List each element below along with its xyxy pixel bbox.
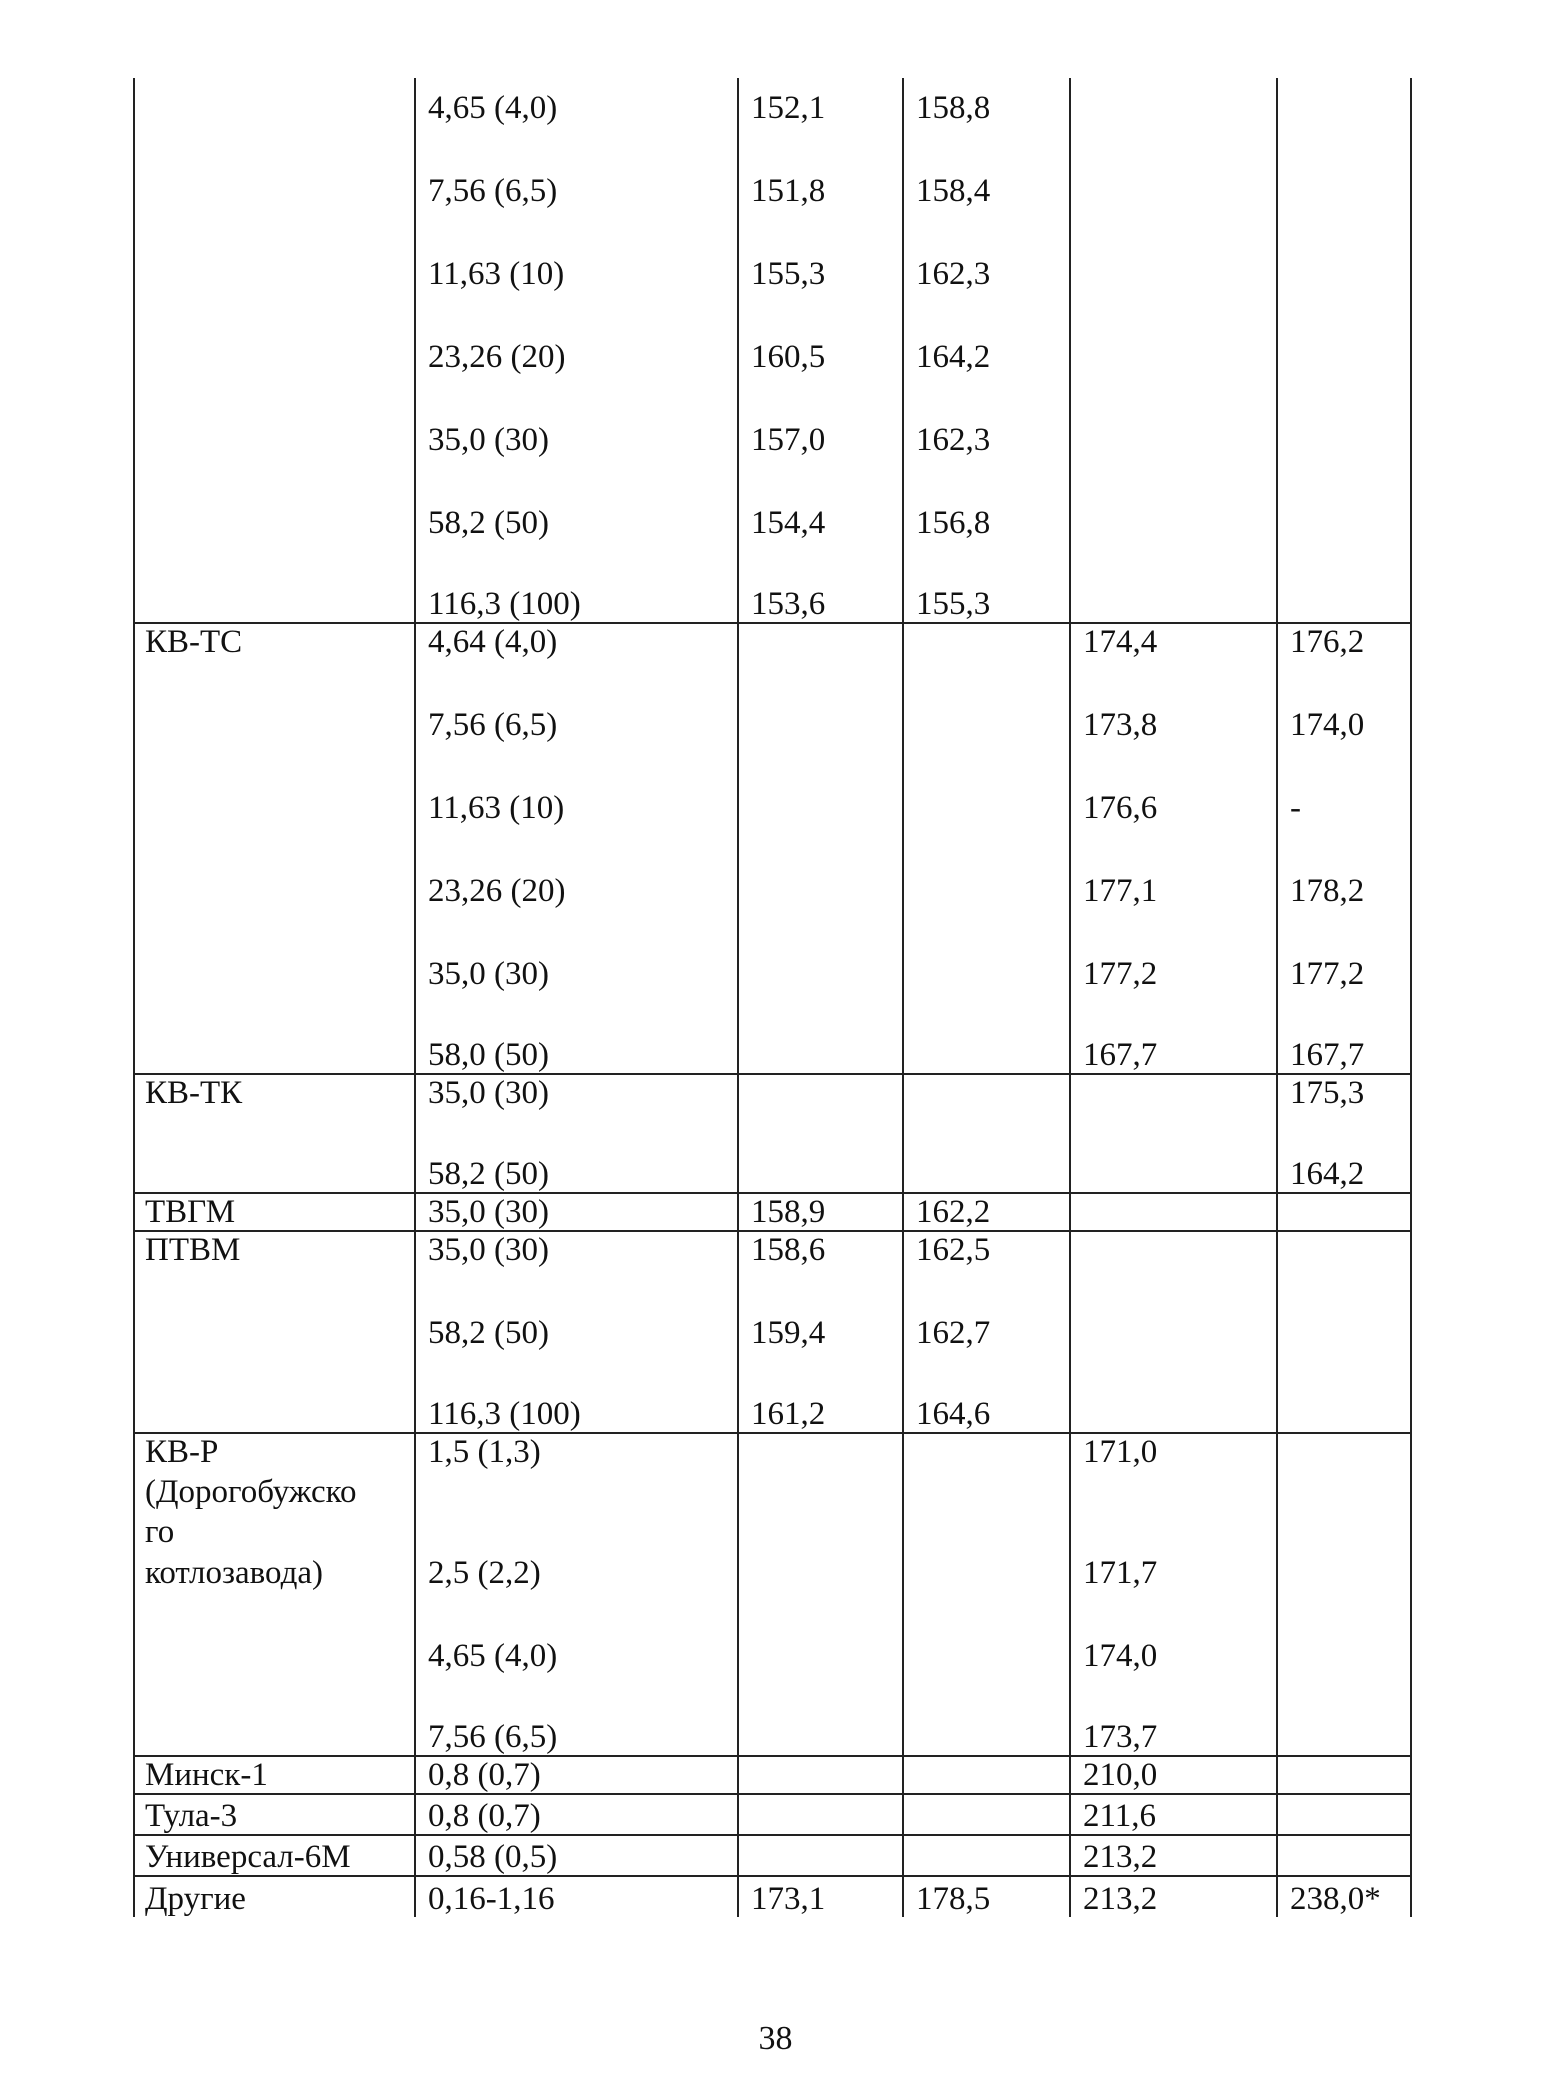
data-table bbox=[133, 78, 1412, 1917]
value-col6-cell bbox=[1277, 1351, 1411, 1433]
boiler-type-cell bbox=[134, 292, 415, 375]
value-col6-cell bbox=[1277, 1794, 1411, 1835]
table-row bbox=[134, 1111, 1411, 1193]
value-col3-cell bbox=[738, 1794, 903, 1835]
value-col3-cell: 155,3 bbox=[738, 209, 903, 292]
table-row bbox=[134, 1876, 1411, 1917]
table-row bbox=[134, 1268, 1411, 1351]
capacity-cell: 0,8 (0,7) bbox=[415, 1756, 738, 1794]
value-col5-cell bbox=[1070, 1351, 1277, 1433]
table-row bbox=[134, 826, 1411, 909]
value-col3-cell bbox=[738, 1591, 903, 1674]
value-col4-cell: 162,2 bbox=[903, 1193, 1070, 1231]
value-col4-cell: 162,3 bbox=[903, 209, 1070, 292]
table-row bbox=[134, 1470, 1411, 1510]
value-col3-cell bbox=[738, 826, 903, 909]
capacity-cell: 11,63 (10) bbox=[415, 209, 738, 292]
table-row bbox=[134, 1674, 1411, 1756]
table-row bbox=[134, 541, 1411, 623]
value-col3-cell bbox=[738, 1510, 903, 1550]
capacity-cell: 35,0 (30) bbox=[415, 1074, 738, 1111]
value-col3-cell bbox=[738, 660, 903, 743]
value-col3-cell bbox=[738, 1433, 903, 1470]
value-col5-cell: 213,2 bbox=[1070, 1835, 1277, 1876]
value-col5-cell bbox=[1070, 1074, 1277, 1111]
value-col6-cell bbox=[1277, 1433, 1411, 1470]
table-row bbox=[134, 375, 1411, 458]
value-col6-cell bbox=[1277, 458, 1411, 541]
value-col5-cell bbox=[1070, 126, 1277, 209]
value-col6-cell bbox=[1277, 1470, 1411, 1510]
value-col4-cell: 158,4 bbox=[903, 126, 1070, 209]
boiler-type-cell bbox=[134, 126, 415, 209]
value-col6-cell bbox=[1277, 1510, 1411, 1550]
value-col6-cell: 164,2 bbox=[1277, 1111, 1411, 1193]
table-row bbox=[134, 1351, 1411, 1433]
value-col6-cell bbox=[1277, 1674, 1411, 1756]
table-row bbox=[134, 458, 1411, 541]
capacity-cell: 58,2 (50) bbox=[415, 1268, 738, 1351]
value-col5-cell: 173,8 bbox=[1070, 660, 1277, 743]
value-col3-cell: 160,5 bbox=[738, 292, 903, 375]
value-col5-cell bbox=[1070, 1510, 1277, 1550]
boiler-type-cell bbox=[134, 743, 415, 826]
boiler-type-cell: Тула-3 bbox=[134, 1794, 415, 1835]
table-row bbox=[134, 623, 1411, 660]
boiler-type-cell bbox=[134, 209, 415, 292]
capacity-cell: 4,64 (4,0) bbox=[415, 623, 738, 660]
table-row bbox=[134, 209, 1411, 292]
value-col6-cell: - bbox=[1277, 743, 1411, 826]
boiler-type-cell bbox=[134, 1111, 415, 1193]
value-col4-cell bbox=[903, 1550, 1070, 1591]
value-col6-cell bbox=[1277, 1835, 1411, 1876]
capacity-cell: 0,16-1,16 bbox=[415, 1876, 738, 1917]
value-col6-cell bbox=[1277, 1550, 1411, 1591]
boiler-type-cell: Универсал-6М bbox=[134, 1835, 415, 1876]
value-col4-cell bbox=[903, 1794, 1070, 1835]
boiler-type-cell: КВ-ТС bbox=[134, 623, 415, 660]
value-col3-cell bbox=[738, 1550, 903, 1591]
capacity-cell: 23,26 (20) bbox=[415, 826, 738, 909]
value-col4-cell: 156,8 bbox=[903, 458, 1070, 541]
boiler-type-cell: ТВГМ bbox=[134, 1193, 415, 1231]
boiler-type-cell bbox=[134, 992, 415, 1074]
boiler-type-cell: котлозавода) bbox=[134, 1550, 415, 1591]
value-col5-cell: 173,7 bbox=[1070, 1674, 1277, 1756]
value-col3-cell bbox=[738, 743, 903, 826]
capacity-cell: 23,26 (20) bbox=[415, 292, 738, 375]
value-col6-cell bbox=[1277, 1591, 1411, 1674]
value-col3-cell bbox=[738, 1756, 903, 1794]
value-col5-cell: 171,7 bbox=[1070, 1550, 1277, 1591]
value-col3-cell bbox=[738, 909, 903, 992]
value-col5-cell bbox=[1070, 292, 1277, 375]
value-col4-cell bbox=[903, 992, 1070, 1074]
table-row bbox=[134, 992, 1411, 1074]
value-col4-cell: 164,2 bbox=[903, 292, 1070, 375]
value-col5-cell: 167,7 bbox=[1070, 992, 1277, 1074]
boiler-type-cell bbox=[134, 1268, 415, 1351]
value-col5-cell bbox=[1070, 1231, 1277, 1268]
capacity-cell: 4,65 (4,0) bbox=[415, 78, 738, 126]
boiler-type-cell: ПТВМ bbox=[134, 1231, 415, 1268]
capacity-cell: 0,58 (0,5) bbox=[415, 1835, 738, 1876]
value-col3-cell: 152,1 bbox=[738, 78, 903, 126]
value-col4-cell bbox=[903, 826, 1070, 909]
value-col4-cell bbox=[903, 1510, 1070, 1550]
capacity-cell bbox=[415, 1510, 738, 1550]
capacity-cell: 7,56 (6,5) bbox=[415, 126, 738, 209]
value-col4-cell bbox=[903, 1111, 1070, 1193]
value-col6-cell bbox=[1277, 126, 1411, 209]
value-col6-cell bbox=[1277, 1268, 1411, 1351]
boiler-type-cell bbox=[134, 909, 415, 992]
table-row bbox=[134, 1550, 1411, 1591]
value-col3-cell bbox=[738, 1074, 903, 1111]
value-col6-cell bbox=[1277, 1756, 1411, 1794]
value-col5-cell bbox=[1070, 209, 1277, 292]
boiler-type-cell bbox=[134, 1351, 415, 1433]
boiler-type-cell: Минск-1 bbox=[134, 1756, 415, 1794]
value-col5-cell: 171,0 bbox=[1070, 1433, 1277, 1470]
value-col6-cell: 175,3 bbox=[1277, 1074, 1411, 1111]
value-col6-cell bbox=[1277, 375, 1411, 458]
table-row bbox=[134, 660, 1411, 743]
value-col4-cell: 162,3 bbox=[903, 375, 1070, 458]
value-col6-cell bbox=[1277, 1231, 1411, 1268]
boiler-type-cell: КВ-ТК bbox=[134, 1074, 415, 1111]
value-col5-cell bbox=[1070, 1470, 1277, 1510]
value-col3-cell: 158,6 bbox=[738, 1231, 903, 1268]
value-col6-cell: 177,2 bbox=[1277, 909, 1411, 992]
value-col4-cell: 162,7 bbox=[903, 1268, 1070, 1351]
value-col5-cell bbox=[1070, 78, 1277, 126]
boiler-type-cell bbox=[134, 660, 415, 743]
table-row bbox=[134, 1193, 1411, 1231]
value-col6-cell: 174,0 bbox=[1277, 660, 1411, 743]
value-col5-cell: 177,1 bbox=[1070, 826, 1277, 909]
boiler-type-cell: Другие bbox=[134, 1876, 415, 1917]
boiler-type-cell bbox=[134, 78, 415, 126]
boiler-type-cell: (Дорогобужско bbox=[134, 1470, 415, 1510]
table-row bbox=[134, 1433, 1411, 1470]
value-col5-cell bbox=[1070, 1111, 1277, 1193]
value-col4-cell bbox=[903, 1470, 1070, 1510]
value-col5-cell: 174,0 bbox=[1070, 1591, 1277, 1674]
value-col6-cell: 167,7 bbox=[1277, 992, 1411, 1074]
value-col5-cell bbox=[1070, 1193, 1277, 1231]
table-row bbox=[134, 743, 1411, 826]
capacity-cell: 4,65 (4,0) bbox=[415, 1591, 738, 1674]
page-number: 38 bbox=[758, 2020, 793, 2057]
value-col3-cell bbox=[738, 1835, 903, 1876]
value-col6-cell bbox=[1277, 1193, 1411, 1231]
table-row bbox=[134, 1591, 1411, 1674]
table-row bbox=[134, 292, 1411, 375]
value-col3-cell: 154,4 bbox=[738, 458, 903, 541]
capacity-cell: 116,3 (100) bbox=[415, 1351, 738, 1433]
table-row bbox=[134, 1794, 1411, 1835]
capacity-cell: 35,0 (30) bbox=[415, 375, 738, 458]
table-row bbox=[134, 1231, 1411, 1268]
value-col5-cell: 174,4 bbox=[1070, 623, 1277, 660]
value-col6-cell bbox=[1277, 209, 1411, 292]
value-col4-cell bbox=[903, 743, 1070, 826]
value-col6-cell: 178,2 bbox=[1277, 826, 1411, 909]
value-col4-cell bbox=[903, 1591, 1070, 1674]
boiler-type-cell bbox=[134, 826, 415, 909]
table-body bbox=[134, 78, 1411, 1917]
value-col6-cell bbox=[1277, 78, 1411, 126]
capacity-cell: 58,2 (50) bbox=[415, 1111, 738, 1193]
value-col5-cell bbox=[1070, 541, 1277, 623]
value-col5-cell: 177,2 bbox=[1070, 909, 1277, 992]
value-col5-cell bbox=[1070, 458, 1277, 541]
boiler-type-cell: КВ-Р bbox=[134, 1433, 415, 1470]
capacity-cell: 58,2 (50) bbox=[415, 458, 738, 541]
value-col3-cell bbox=[738, 1111, 903, 1193]
capacity-cell: 35,0 (30) bbox=[415, 909, 738, 992]
value-col5-cell bbox=[1070, 375, 1277, 458]
value-col3-cell: 173,1 bbox=[738, 1876, 903, 1917]
value-col4-cell: 155,3 bbox=[903, 541, 1070, 623]
boiler-type-cell bbox=[134, 541, 415, 623]
value-col5-cell: 211,6 bbox=[1070, 1794, 1277, 1835]
table-row bbox=[134, 1756, 1411, 1794]
capacity-cell: 0,8 (0,7) bbox=[415, 1794, 738, 1835]
value-col5-cell: 213,2 bbox=[1070, 1876, 1277, 1917]
boiler-type-cell bbox=[134, 1674, 415, 1756]
capacity-cell: 11,63 (10) bbox=[415, 743, 738, 826]
value-col4-cell bbox=[903, 909, 1070, 992]
table-row bbox=[134, 1074, 1411, 1111]
capacity-cell: 7,56 (6,5) bbox=[415, 660, 738, 743]
table-row bbox=[134, 1835, 1411, 1876]
value-col6-cell bbox=[1277, 292, 1411, 375]
table-row bbox=[134, 126, 1411, 209]
value-col3-cell bbox=[738, 1470, 903, 1510]
table-row bbox=[134, 78, 1411, 126]
value-col4-cell: 178,5 bbox=[903, 1876, 1070, 1917]
capacity-cell bbox=[415, 1470, 738, 1510]
value-col4-cell bbox=[903, 1835, 1070, 1876]
value-col6-cell: 176,2 bbox=[1277, 623, 1411, 660]
value-col4-cell: 158,8 bbox=[903, 78, 1070, 126]
value-col5-cell: 176,6 bbox=[1070, 743, 1277, 826]
value-col4-cell bbox=[903, 1433, 1070, 1470]
capacity-cell: 116,3 (100) bbox=[415, 541, 738, 623]
boiler-type-cell bbox=[134, 458, 415, 541]
value-col3-cell: 159,4 bbox=[738, 1268, 903, 1351]
capacity-cell: 7,56 (6,5) bbox=[415, 1674, 738, 1756]
value-col3-cell: 158,9 bbox=[738, 1193, 903, 1231]
table-row bbox=[134, 1510, 1411, 1550]
table-row bbox=[134, 909, 1411, 992]
value-col3-cell: 151,8 bbox=[738, 126, 903, 209]
value-col6-cell bbox=[1277, 541, 1411, 623]
value-col4-cell bbox=[903, 1074, 1070, 1111]
value-col6-cell: 238,0* bbox=[1277, 1876, 1411, 1917]
value-col4-cell: 164,6 bbox=[903, 1351, 1070, 1433]
value-col4-cell bbox=[903, 623, 1070, 660]
value-col3-cell bbox=[738, 1674, 903, 1756]
value-col5-cell: 210,0 bbox=[1070, 1756, 1277, 1794]
value-col4-cell: 162,5 bbox=[903, 1231, 1070, 1268]
value-col4-cell bbox=[903, 660, 1070, 743]
capacity-cell: 58,0 (50) bbox=[415, 992, 738, 1074]
value-col5-cell bbox=[1070, 1268, 1277, 1351]
value-col3-cell bbox=[738, 992, 903, 1074]
capacity-cell: 35,0 (30) bbox=[415, 1231, 738, 1268]
value-col4-cell bbox=[903, 1674, 1070, 1756]
value-col3-cell: 161,2 bbox=[738, 1351, 903, 1433]
boiler-type-cell: го bbox=[134, 1510, 415, 1550]
value-col3-cell: 153,6 bbox=[738, 541, 903, 623]
boiler-type-cell bbox=[134, 375, 415, 458]
boiler-type-cell bbox=[134, 1591, 415, 1674]
value-col4-cell bbox=[903, 1756, 1070, 1794]
capacity-cell: 2,5 (2,2) bbox=[415, 1550, 738, 1591]
value-col3-cell bbox=[738, 623, 903, 660]
value-col3-cell: 157,0 bbox=[738, 375, 903, 458]
capacity-cell: 35,0 (30) bbox=[415, 1193, 738, 1231]
capacity-cell: 1,5 (1,3) bbox=[415, 1433, 738, 1470]
